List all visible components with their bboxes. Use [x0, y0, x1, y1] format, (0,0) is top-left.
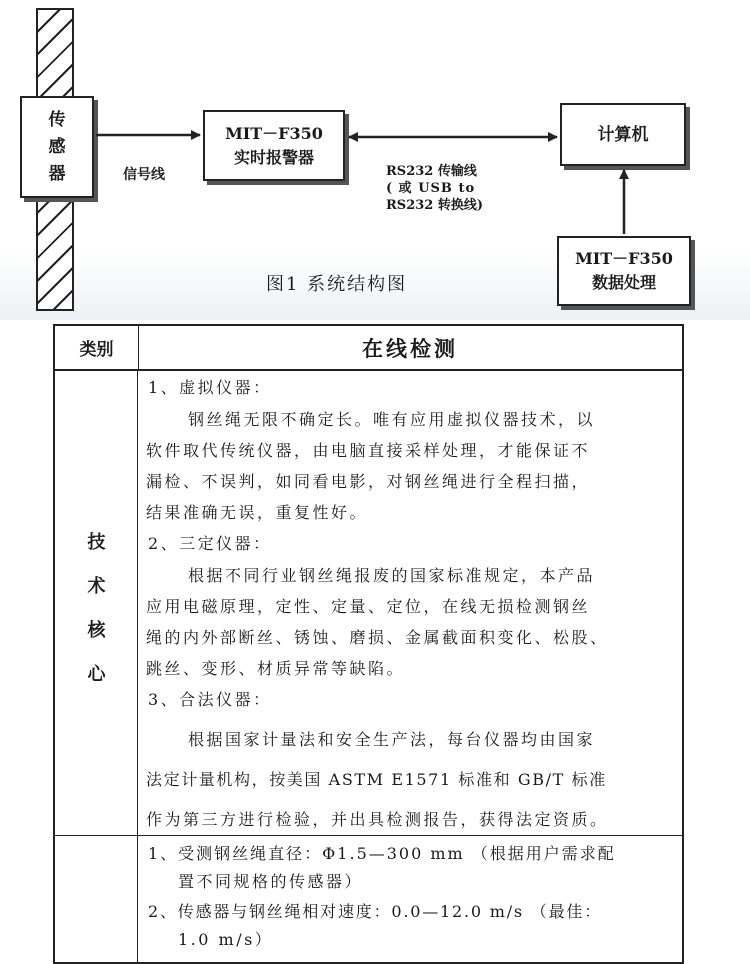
figure-caption: 图1 系统结构图	[266, 274, 408, 295]
text-line: 软件取代传统仪器，由电脑直接采样处理，才能保证不	[146, 441, 591, 460]
category-cell-empty	[55, 836, 138, 962]
text-line: 1.0 m/s）	[178, 930, 274, 949]
proc-model-label: MIT－F350	[575, 249, 673, 268]
category-char-4: 心	[87, 664, 106, 685]
tech-core-content	[138, 371, 682, 835]
rs232-label-2: ( 或 USB to	[386, 181, 476, 196]
specs-content	[138, 836, 682, 962]
signal-line-label: 信号线	[123, 167, 165, 183]
header-title: 在线检测	[362, 335, 458, 361]
table-row-specs	[55, 836, 682, 962]
category-char-3: 核	[87, 620, 106, 641]
text-line: 1、虚拟仪器：	[148, 378, 272, 397]
text-line: 应用电磁原理，定性、定量、定位，在线无损检测钢丝	[146, 597, 591, 616]
text-line: 钢丝绳无限不确定长。唯有应用虚拟仪器技术，以	[188, 410, 596, 429]
text-line: 置不同规格的传感器）	[178, 872, 364, 891]
text-line: 结果准确无误，重复性好。	[146, 503, 369, 522]
sensor-label-3: 器	[48, 163, 66, 184]
text-line: 2、三定仪器：	[148, 534, 272, 553]
proc-label: 数据处理	[591, 273, 656, 292]
text-line: 漏检、不误判，如同看电影，对钢丝绳进行全程扫描，	[146, 472, 591, 491]
category-char-2: 术	[87, 576, 106, 597]
text-line: 根据国家计量法和安全生产法，每台仪器均由国家	[188, 730, 596, 749]
text-line: 1、受测钢丝绳直径：Φ1.5—300 mm （根据用户需求配	[148, 844, 616, 863]
category-char-1: 技	[87, 532, 106, 553]
alarm-label: 实时报警器	[233, 147, 314, 167]
text-line: 根据不同行业钢丝绳报废的国家标准规定，本产品	[188, 566, 596, 585]
sensor-label-1: 传	[48, 109, 66, 130]
header-category: 类别	[55, 326, 139, 369]
rs232-label-3: RS232 转换线)	[386, 198, 484, 213]
spec-table	[53, 324, 684, 964]
text-line: 作为第三方进行检验，并出具检测报告，获得法定资质。	[146, 810, 609, 829]
rs232-label-1: RS232 传输线	[386, 164, 477, 179]
text-line: 3、合法仪器：	[148, 690, 272, 709]
sensor-label-2: 感	[48, 136, 66, 157]
category-cell	[55, 371, 138, 835]
text-line: 法定计量机构，按美国 ASTM E1571 标准和 GB/T 标准	[146, 770, 607, 789]
text-line: 2、传感器与钢丝绳相对速度：0.0—12.0 m/s （最佳：	[148, 902, 602, 921]
table-row-tech-core	[55, 371, 682, 836]
table-header-row	[55, 326, 682, 371]
mit-model-label: MIT－F350	[225, 123, 323, 143]
computer-label: 计算机	[597, 124, 649, 145]
text-line: 绳的内外部断丝、锈蚀、磨损、金属截面积变化、松股、	[146, 628, 609, 647]
text-line: 跳丝、变形、材质异常等缺陷。	[146, 659, 406, 678]
